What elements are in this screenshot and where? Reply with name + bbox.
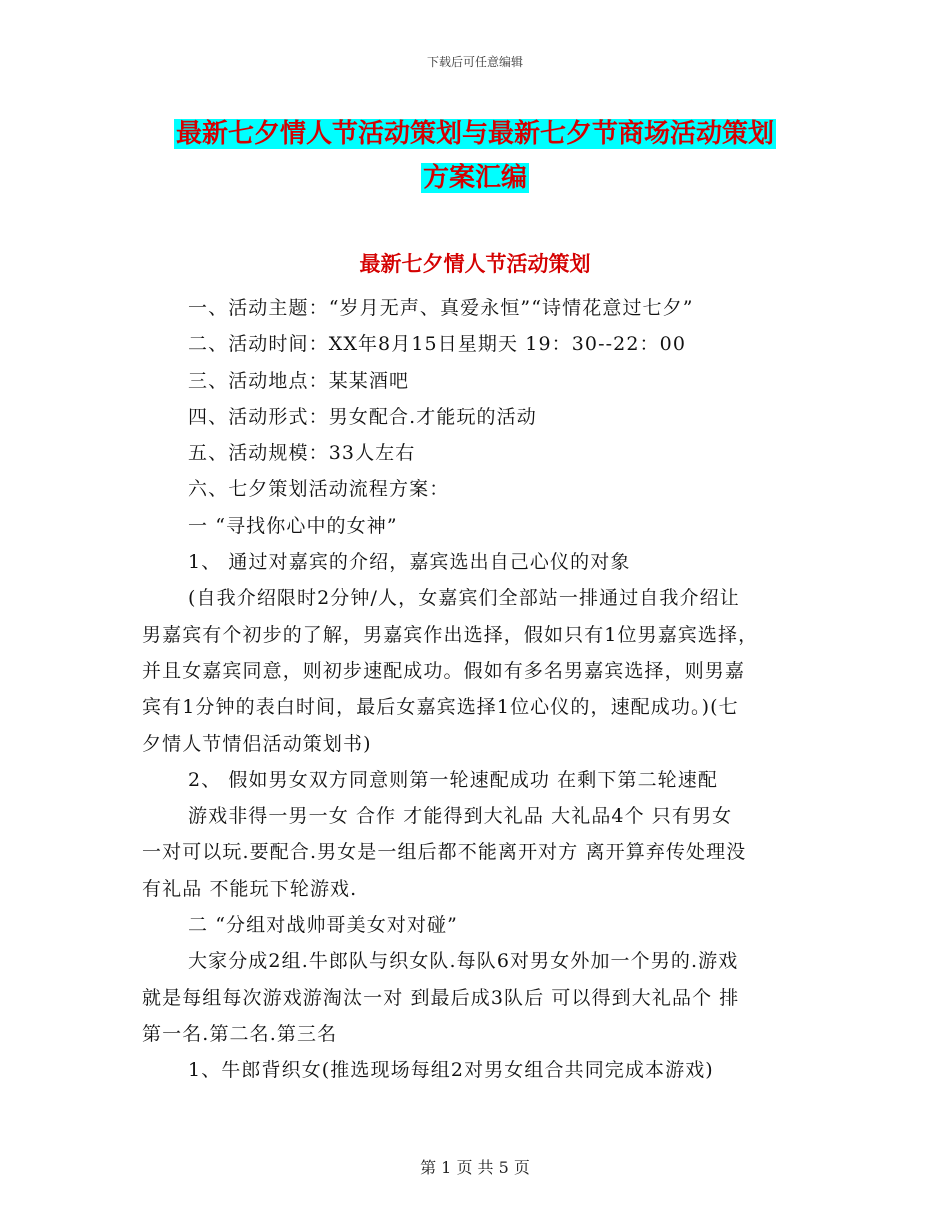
paragraph-line: 1、 通过对嘉宾的介绍，嘉宾选出自己心仪的对象 — [188, 551, 631, 574]
paragraph-line: 1、牛郎背织女(推选现场每组2对男女组合共同完成本游戏) — [188, 1059, 714, 1082]
paragraph-line: 男嘉宾有个初步的了解，男嘉宾作出选择，假如只有1位男嘉宾选择， — [142, 623, 759, 646]
paragraph-line: 六、七夕策划活动流程方案： — [188, 478, 450, 501]
paragraph-line: 并且女嘉宾同意，则初步速配成功。假如有多名男嘉宾选择，则男嘉 — [142, 659, 746, 682]
paragraph-line: 游戏非得一男一女 合作 才能得到大礼品 大礼品4个 只有男女 — [188, 805, 733, 828]
paragraph-line: 就是每组每次游戏游淘汰一对 到最后成3队后 可以得到大礼品个 排 — [142, 986, 740, 1009]
paragraph-line: 三、活动地点：某某酒吧 — [188, 369, 410, 392]
section-title: 最新七夕情人节活动策划 — [359, 252, 591, 276]
paragraph-line: 有礼品 不能玩下轮游戏. — [142, 877, 358, 900]
paragraph-line: (自我介绍限时2分钟/人，女嘉宾们全部站一排通过自我介绍让 — [188, 587, 740, 610]
paragraph-line: 宾有1分钟的表白时间，最后女嘉宾选择1位心仪的，速配成功。)(七 — [142, 696, 739, 719]
paragraph-line: 五、活动规模：33人左右 — [188, 442, 416, 465]
paragraph-line: 一 “寻找你心中的女神” — [188, 514, 398, 537]
paragraph-line: 第一名.第二名.第三名 — [142, 1022, 338, 1045]
paragraph-line: 夕情人节情侣活动策划书) — [142, 732, 372, 755]
document-body — [142, 290, 812, 1089]
document-title-line-1: 最新七夕情人节活动策划与最新七夕节商场活动策划 — [175, 119, 774, 149]
paragraph-line: 一、活动主题：“岁月无声、真爱永恒”“诗情花意过七夕” — [188, 297, 694, 319]
paragraph-line: 一对可以玩.要配合.男女是一组后都不能离开对方 离开算弃传处理没 — [142, 841, 747, 864]
document-title-line-2: 方案汇编 — [422, 163, 527, 193]
paragraph-line: 二 “分组对战帅哥美女对对碰” — [188, 914, 458, 937]
page-footer: 第 1 页 共 5 页 — [420, 1158, 530, 1177]
paragraph-line: 四、活动形式：男女配合.才能玩的活动 — [188, 405, 537, 428]
paragraph-line: 二、活动时间：XX年8月15日星期天 19：30--22：00 — [188, 333, 687, 356]
paragraph-line: 大家分成2组.牛郎队与织女队.每队6对男女外加一个男的.游戏 — [188, 950, 739, 973]
paragraph-line: 2、 假如男女双方同意则第一轮速配成功 在剩下第二轮速配 — [188, 768, 718, 791]
header-note: 下载后可任意编辑 — [426, 55, 523, 69]
